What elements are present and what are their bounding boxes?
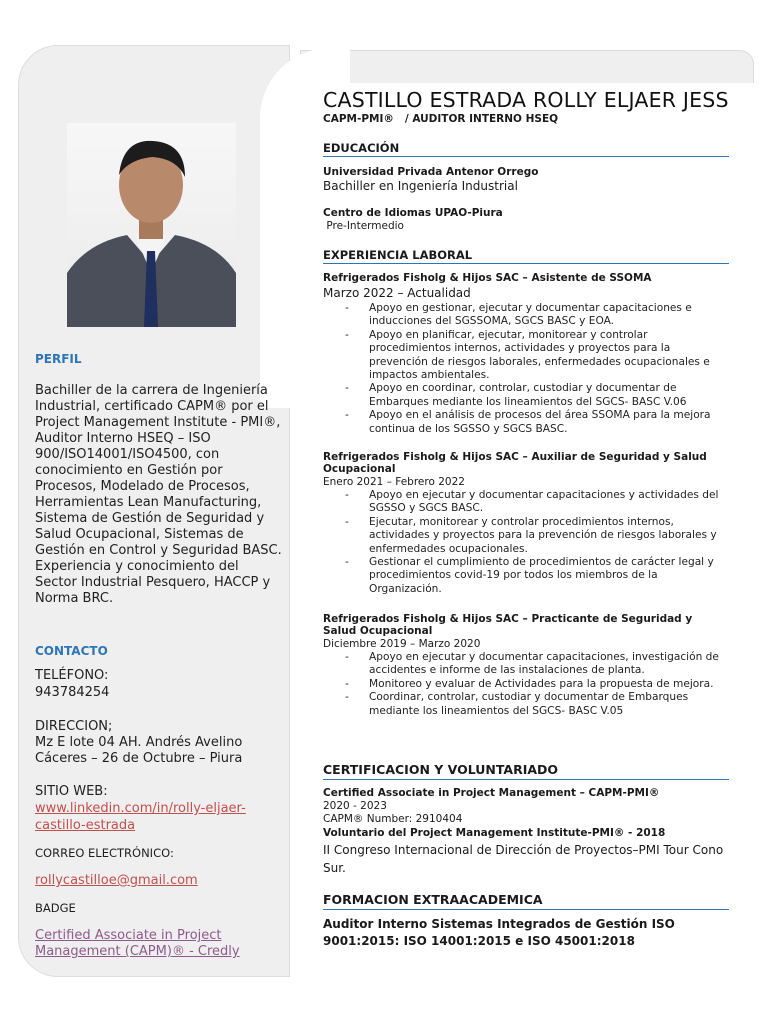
education-org-2: Centro de Idiomas UPAO-Piura <box>323 207 503 219</box>
job-bullet: - Apoyo en ejecutar y documentar capacitaciones, investigación de accidentes e informe de las instalaciones de planta. <box>323 651 729 678</box>
education-heading: EDUCACIÓN <box>323 141 729 157</box>
education-org-1: Universidad Privada Antenor Orrego <box>323 166 539 178</box>
job-entry <box>323 613 729 718</box>
cert-name: Certified Associate in Project Management – CAPM-PMI® <box>323 787 660 799</box>
email-link[interactable]: rollycastilloe@gmail.com <box>35 873 198 888</box>
job-bullet: - Coordinar, controlar, custodiar y documentar de Embarques mediante los lineamientos del SGCS- BASC V.05 <box>323 691 729 718</box>
job-title: Refrigerados Fisholg & Hijos SAC – Auxiliar de Seguridad y Salud Ocupacional <box>323 451 707 475</box>
telefono-label: TELÉFONO: <box>35 668 109 683</box>
job-bullet: - Apoyo en planificar, ejecutar, monitorear y controlar procedimientos internos, actividades y proyectos para la prevención de riesgos laborales, enfermedades ocupacionales e impactos ambientales. <box>323 329 729 383</box>
formation-heading: FORMACION EXTRAACADEMICA <box>323 892 729 910</box>
perfil-text: Bachiller de la carrera de Ingeniería Industrial, certificado CAPM® por el Project Management Institute - PMI®, Auditor Interno HSEQ – ISO 900/ISO14001/ISO4500, con conocimiento en Gestión por Procesos, Modelado de Procesos, Herramientas Lean Manufacturing, Sistema de Gestión de Seguridad y Salud Ocupacional, Sistemas de Gestión en Control y Seguridad BASC. Experiencia y conocimiento del Sector Industrial Pesquero, HACCP y Norma BRC. <box>35 383 282 606</box>
job-title: Refrigerados Fisholg & Hijos SAC – Asistente de SSOMA <box>323 272 652 284</box>
experience-heading: EXPERIENCIA LABORAL <box>323 248 729 264</box>
job-bullet: - Apoyo en ejecutar y documentar capacitaciones y actividades del SGSSO y SGCS BASC. <box>323 489 729 516</box>
job-date: Enero 2021 – Febrero 2022 <box>323 476 465 488</box>
job-date: Diciembre 2019 – Marzo 2020 <box>323 638 481 650</box>
education-detail-1: Bachiller en Ingeniería Industrial <box>323 179 518 193</box>
linkedin-link[interactable]: www.linkedin.com/in/rolly-eljaer-castillo-estrada <box>35 801 246 833</box>
candidate-name: CASTILLO ESTRADA ROLLY ELJAER JESS <box>323 88 729 112</box>
job-bullet: - Apoyo en el análisis de procesos del área SSOMA para la mejora continua de los SGSSO y SGCS BASC. <box>323 409 729 436</box>
contacto-title: CONTACTO <box>35 644 108 658</box>
profile-photo <box>67 123 236 327</box>
direccion-value: Mz E lote 04 AH. Andrés Avelino Cáceres – 26 de Octubre – Piura <box>35 735 243 766</box>
badge-label: BADGE <box>35 901 76 915</box>
correo-label: CORREO ELECTRÓNICO: <box>35 846 174 860</box>
cert-years: 2020 - 2023 <box>323 800 387 812</box>
direccion-label: DIRECCION; <box>35 719 113 734</box>
job-bullet: - Monitoreo y evaluar de Actividades para la propuesta de mejora. <box>323 678 729 691</box>
volunteer-title: Voluntario del Project Management Institute-PMI® - 2018 <box>323 827 666 839</box>
job-bullet: - Ejecutar, monitorear y controlar procedimientos internos, actividades y proyectos para la prevención de riesgos laborales y enfermedades ocupacionales. <box>323 516 729 556</box>
job-bullet: - Apoyo en gestionar, ejecutar y documentar capacitaciones e inducciones del SGSSOMA, SGCS BASC y EOA. <box>323 302 729 329</box>
perfil-title: PERFIL <box>35 352 82 366</box>
candidate-subtitle: CAPM-PMI® / AUDITOR INTERNO HSEQ <box>323 113 559 125</box>
job-date: Marzo 2022 – Actualidad <box>323 286 471 300</box>
job-entry <box>323 272 729 436</box>
sitio-web-label: SITIO WEB: <box>35 784 108 799</box>
volunteer-detail: II Congreso Internacional de Dirección de Proyectos–PMI Tour Cono Sur. <box>323 843 724 875</box>
header-band <box>300 50 754 83</box>
credly-badge-link[interactable]: Certified Associate in Project Management (CAPM)® - Credly <box>35 928 240 959</box>
job-bullet: - Gestionar el cumplimiento de procedimientos de carácter legal y procedimientos covid-19 por todos los miembros de la Organización. <box>323 556 729 596</box>
job-entry <box>323 451 729 596</box>
telefono-value: 943784254 <box>35 685 110 700</box>
education-detail-2: Pre-Intermedio <box>323 220 404 232</box>
job-bullet: - Apoyo en coordinar, controlar, custodiar y documentar de Embarques mediante los lineamientos del SGCS- BASC V.06 <box>323 382 729 409</box>
job-title: Refrigerados Fisholg & Hijos SAC – Practicante de Seguridad y Salud Ocupacional <box>323 613 693 637</box>
cert-number: CAPM® Number: 2910404 <box>323 813 463 825</box>
formation-detail: Auditor Interno Sistemas Integrados de Gestión ISO 9001:2015: ISO 14001:2015 e ISO 45001:2018 <box>323 917 675 948</box>
certification-heading: CERTIFICACION Y VOLUNTARIADO <box>323 762 729 780</box>
